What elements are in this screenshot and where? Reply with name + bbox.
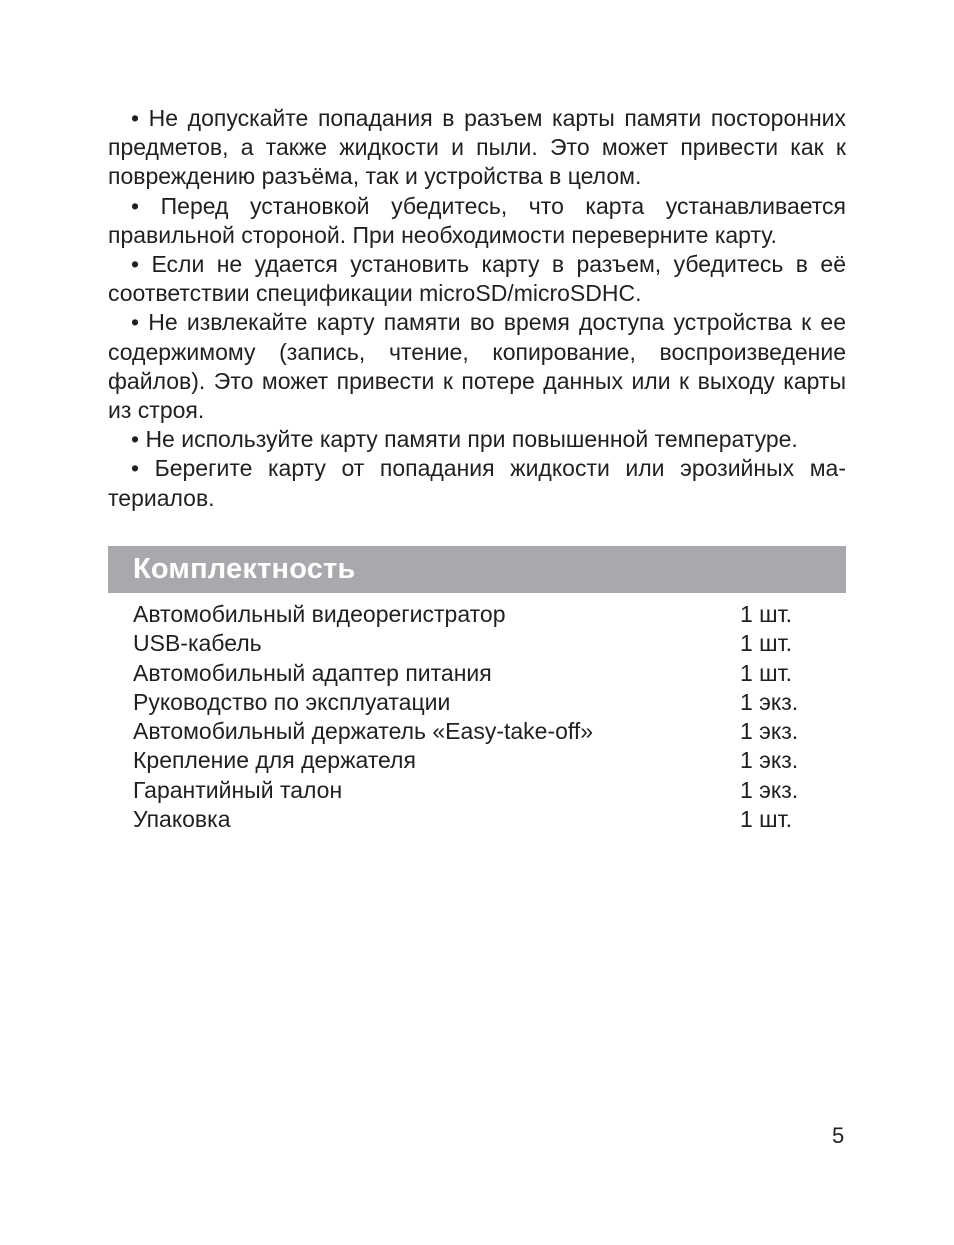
item-quantity: 1 экз. bbox=[740, 718, 799, 745]
list-item bbox=[133, 659, 846, 688]
item-quantity: 1 экз. bbox=[740, 747, 799, 774]
item-quantity: 1 шт. bbox=[740, 806, 793, 833]
paragraph-liquids: • Берегите карту от попадания жидкости или эрозийных материалов. bbox=[108, 455, 846, 511]
list-item bbox=[133, 600, 846, 629]
paragraph-card-orientation: • Перед установкой убедитесь, что карта устанавливается правильной стороной. При необходимости переверните карту. bbox=[108, 192, 846, 248]
paragraph-card-spec: • Если не удается установить карту в разъем, убедитесь в её соответствии спецификации microSD/microSDHC. bbox=[108, 251, 846, 307]
item-name: USB-кабель bbox=[133, 630, 262, 657]
list-item bbox=[133, 629, 846, 658]
item-quantity: 1 шт. bbox=[740, 601, 793, 627]
paragraph-do-not-remove: • Не извлекайте карту памяти во время доступа устройства к ее содержимому (запись, чтение, копирование, воспроизведение файлов). Это может привести к потере данных или к выходу карты из строя. bbox=[108, 309, 846, 424]
paragraph-temperature: • Не используйте карту памяти при повышенной температуре. bbox=[131, 426, 798, 453]
paragraph-foreign-objects: • Не допускайте попадания в разъем карты памяти посторонних предметов, а также жидкости и пыли. Это может привести как к повреждению разъёма, так и устройства в целом. bbox=[108, 105, 846, 190]
section-header-bar bbox=[108, 546, 846, 593]
item-quantity: 1 шт. bbox=[740, 630, 793, 657]
instructions-text bbox=[108, 104, 846, 513]
item-name: Руководство по эксплуатации bbox=[133, 688, 451, 715]
list-item bbox=[133, 746, 846, 775]
item-quantity: 1 экз. bbox=[740, 688, 799, 715]
section-title: Комплектность bbox=[133, 553, 356, 585]
item-name: Автомобильный держатель «Easy-take-off» bbox=[133, 718, 594, 745]
list-item bbox=[133, 776, 846, 805]
item-quantity: 1 шт. bbox=[740, 659, 793, 686]
item-name: Упаковка bbox=[133, 806, 231, 833]
package-contents-list bbox=[133, 600, 846, 834]
list-item bbox=[133, 688, 846, 717]
list-item bbox=[133, 717, 846, 746]
item-quantity: 1 экз. bbox=[740, 776, 799, 803]
list-item bbox=[133, 805, 846, 834]
item-name: Гарантийный талон bbox=[133, 776, 343, 803]
item-name: Автомобильный видеорегистратор bbox=[133, 601, 506, 627]
item-name: Автомобильный адаптер питания bbox=[133, 659, 492, 686]
page-number: 5 bbox=[832, 1123, 845, 1148]
item-name: Крепление для держателя bbox=[133, 747, 416, 774]
